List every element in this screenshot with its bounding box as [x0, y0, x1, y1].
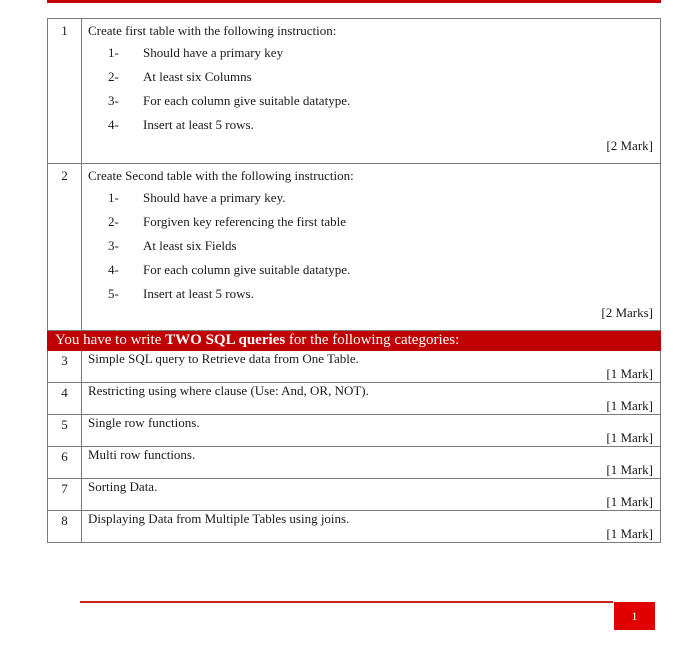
category-cell	[82, 511, 661, 543]
category-row-8	[48, 511, 661, 543]
mark-label: [1 Mark]	[606, 526, 653, 541]
item-text: At least six Columns	[143, 69, 252, 84]
question-block	[82, 164, 660, 330]
item-number: 5-	[108, 286, 119, 301]
question-heading: Create Second table with the following instruction:	[88, 168, 354, 183]
mark-label: [1 Mark]	[606, 462, 653, 477]
category-row-6	[48, 447, 661, 479]
question-block	[82, 19, 660, 163]
category-text: Simple SQL query to Retrieve data from One Table.	[88, 351, 359, 366]
categories-banner	[48, 331, 661, 351]
mark-label: [1 Mark]	[606, 366, 653, 381]
item-text: Forgiven key referencing the first table	[143, 214, 346, 229]
category-text: Single row functions.	[88, 415, 200, 430]
mark-label: [1 Mark]	[606, 398, 653, 413]
item-text: Insert at least 5 rows.	[143, 286, 254, 301]
category-number: 8	[48, 511, 82, 543]
category-text: Multi row functions.	[88, 447, 196, 462]
list-item	[82, 113, 660, 137]
question-heading: Create first table with the following instruction:	[88, 23, 337, 38]
list-item	[82, 186, 660, 210]
category-cell	[82, 479, 661, 511]
banner-bold: TWO SQL queries	[165, 332, 286, 348]
category-number: 3	[48, 351, 82, 383]
page-number-badge: 1	[614, 602, 655, 630]
question-row-2	[48, 164, 661, 331]
instruction-list	[82, 41, 660, 137]
list-item	[82, 65, 660, 89]
banner-before: You have to write	[55, 332, 166, 348]
item-text: For each column give suitable datatype.	[143, 262, 351, 277]
top-red-rule	[47, 0, 661, 3]
category-number: 4	[48, 383, 82, 415]
item-text: Should have a primary key.	[143, 190, 286, 205]
item-number: 4-	[108, 117, 119, 132]
item-number: 4-	[108, 262, 119, 277]
banner-text	[48, 331, 661, 351]
instruction-list	[82, 186, 660, 306]
category-row-7	[48, 479, 661, 511]
question-cell	[82, 164, 661, 331]
list-item	[82, 89, 660, 113]
list-item	[82, 41, 660, 65]
mark-label: [2 Marks]	[601, 305, 653, 320]
category-text: Restricting using where clause (Use: And, OR, NOT).	[88, 383, 369, 398]
list-item	[82, 258, 660, 282]
footer-red-rule	[80, 601, 613, 603]
item-number: 1-	[108, 45, 119, 60]
category-text: Displaying Data from Multiple Tables using joins.	[88, 511, 350, 526]
item-number: 1-	[108, 190, 119, 205]
mark-label: [1 Mark]	[606, 494, 653, 509]
mark-label: [2 Mark]	[606, 138, 653, 153]
list-item	[82, 282, 660, 306]
item-number: 2-	[108, 214, 119, 229]
category-cell	[82, 447, 661, 479]
mark-label: [1 Mark]	[606, 430, 653, 445]
item-text: Insert at least 5 rows.	[143, 117, 254, 132]
item-text: For each column give suitable datatype.	[143, 93, 351, 108]
question-cell	[82, 19, 661, 164]
item-number: 3-	[108, 238, 119, 253]
category-cell	[82, 351, 661, 383]
category-cell	[82, 415, 661, 447]
item-number: 3-	[108, 93, 119, 108]
question-number: 2	[48, 164, 82, 331]
item-number: 2-	[108, 69, 119, 84]
assignment-table	[47, 18, 661, 543]
item-text: Should have a primary key	[143, 45, 284, 60]
category-text: Sorting Data.	[88, 479, 158, 494]
list-item	[82, 210, 660, 234]
category-row-4	[48, 383, 661, 415]
category-number: 6	[48, 447, 82, 479]
question-row-1	[48, 19, 661, 164]
category-cell	[82, 383, 661, 415]
question-number: 1	[48, 19, 82, 164]
category-number: 7	[48, 479, 82, 511]
item-text: At least six Fields	[143, 238, 237, 253]
category-number: 5	[48, 415, 82, 447]
category-row-3	[48, 351, 661, 383]
category-row-5	[48, 415, 661, 447]
banner-after: for the following categories:	[285, 332, 460, 348]
list-item	[82, 234, 660, 258]
